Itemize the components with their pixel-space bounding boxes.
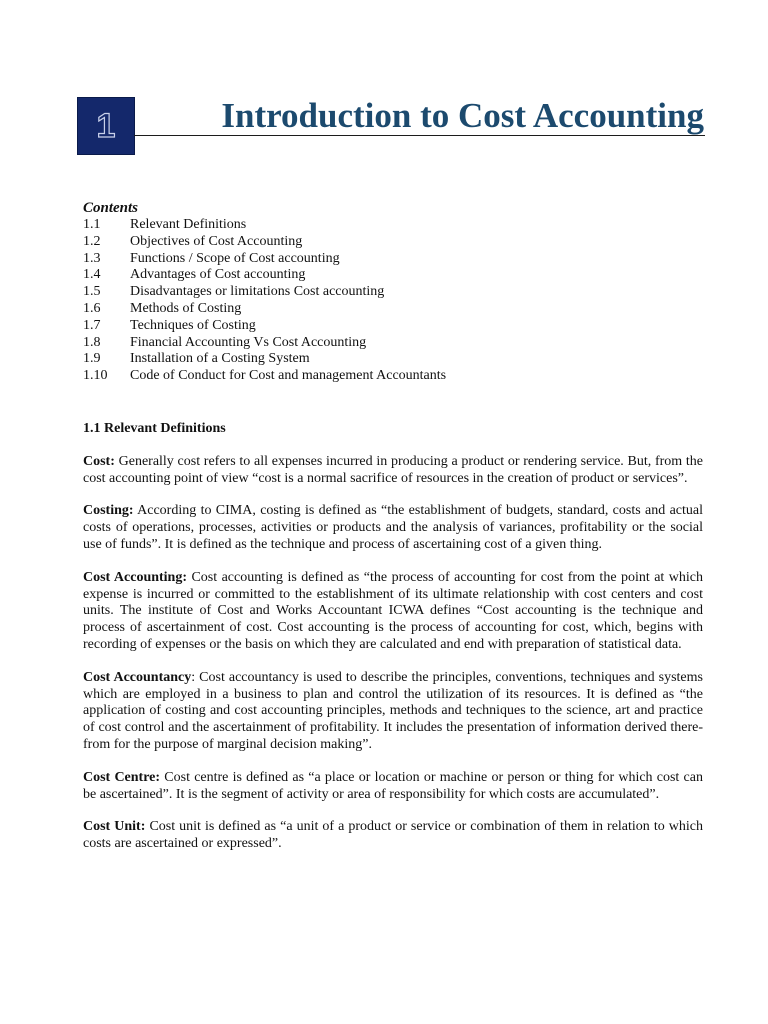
toc-item	[83, 335, 703, 352]
definition-text: Generally cost refers to all expenses incurred in producing a product or rendering service. But, from the cost accounting point of view “cost is a normal sacrifice of resources in the creation of product or services”.	[83, 453, 703, 486]
definition-paragraph	[83, 503, 703, 553]
toc-item-label: Methods of Costing	[130, 300, 242, 316]
toc-item-number: 1.8	[83, 334, 101, 350]
toc-item-label: Disadvantages or limitations Cost accounting	[130, 284, 385, 300]
toc-item	[83, 234, 703, 251]
toc-item-label: Advantages of Cost accounting	[130, 267, 306, 283]
toc-item-number: 1.9	[83, 351, 101, 367]
definition-paragraph	[83, 570, 703, 654]
toc-item	[83, 351, 703, 368]
definition-paragraph	[83, 454, 703, 488]
definition-text: Cost unit is defined as “a unit of a product or service or combination of them in relation to which costs are ascertained or expressed”.	[83, 819, 703, 852]
toc-item-label: Relevant Definitions	[130, 217, 247, 232]
toc-item-label: Code of Conduct for Cost and management Accountants	[130, 368, 447, 384]
toc-item-label: Installation of a Costing System	[130, 351, 310, 367]
chapter-number-box	[77, 97, 135, 155]
toc-item	[83, 368, 703, 385]
definition-term: Cost Centre:	[83, 769, 161, 785]
toc-item	[83, 284, 703, 301]
definition-text: According to CIMA, costing is defined as “the establishment of budgets, standard, costs and actual costs of operations, processes, activities or products and the analysis of variances, profitability or the social use of funds”. It is defined as the technique and process of ascertaining cost of a given thing.	[83, 503, 703, 552]
definition-term: Costing:	[83, 503, 134, 519]
toc-item-label: Techniques of Costing	[130, 317, 256, 333]
toc-item	[83, 267, 703, 284]
table-of-contents	[83, 199, 703, 385]
section-heading: 1.1 Relevant Definitions	[83, 421, 226, 436]
toc-item-number: 1.2	[83, 233, 101, 249]
definition-paragraph	[83, 670, 703, 754]
title-underline	[134, 135, 705, 136]
toc-item-number: 1.5	[83, 284, 101, 300]
section-body	[83, 421, 703, 869]
contents-heading: Contents	[83, 200, 139, 216]
toc-item-number: 1.3	[83, 250, 101, 266]
toc-item	[83, 251, 703, 268]
definition-term: Cost Accounting:	[83, 569, 188, 585]
toc-item-number: 1.10	[83, 368, 108, 384]
toc-item-label: Objectives of Cost Accounting	[130, 233, 303, 249]
definition-paragraph	[83, 770, 703, 804]
toc-item-number: 1.7	[83, 317, 101, 333]
toc-item-label: Functions / Scope of Cost accounting	[130, 250, 340, 266]
definition-term: Cost:	[83, 453, 115, 469]
definition-text: : Cost accountancy is used to describe the principles, conventions, techniques and systems which are employed in a business to plan and control the utilization of its resources. It is defined as “the application of costing and cost accounting principles, methods and techniques to the science, art and practice of cost control and the ascertainment of profitability. It includes the presentation of information derived there-from for the purpose of marginal decision making”.	[83, 669, 703, 752]
definition-paragraph	[83, 819, 703, 853]
definition-term: Cost Accountancy	[83, 669, 192, 685]
chapter-number: 1	[96, 107, 116, 145]
toc-item-number: 1.4	[83, 267, 101, 283]
toc-item	[83, 217, 703, 234]
toc-item	[83, 318, 703, 335]
toc-item	[83, 301, 703, 318]
definition-text: Cost centre is defined as “a place or location or machine or person or thing for which cost can be ascertained”. It is the segment of activity or area of responsibility for which costs are accumulated”.	[83, 769, 703, 802]
toc-item-label: Financial Accounting Vs Cost Accounting	[130, 334, 367, 350]
toc-item-number: 1.1	[83, 217, 101, 232]
page-title: Introduction to Cost Accounting	[221, 96, 704, 135]
definition-text: Cost accounting is defined as “the process of accounting for cost from the point at which expense is incurred or committed to the establishment of its ultimate relationship with cost centers and cost units. The institute of Cost and Works Accountant ICWA defines “Cost accounting is the technique and process of ascertainment of cost. Cost accounting is the process of accounting for cost, which, begins with recording of expenses or the basis on which they are calculated and end with preparation of statistical data.	[83, 569, 703, 652]
definition-term: Cost Unit:	[83, 819, 146, 835]
toc-item-number: 1.6	[83, 300, 101, 316]
